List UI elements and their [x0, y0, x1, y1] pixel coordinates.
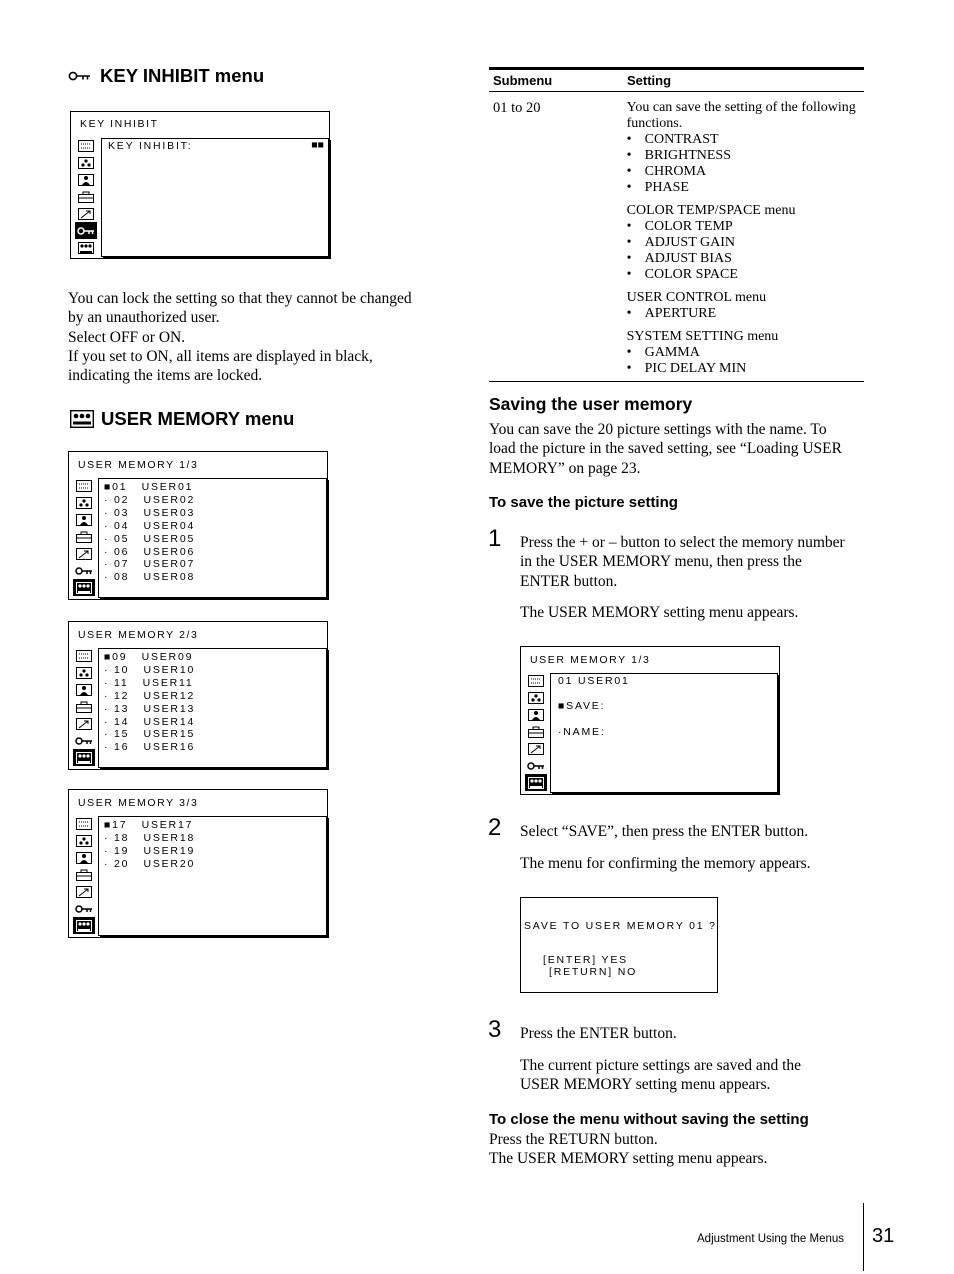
- memory-list-item[interactable]: · 02 USER02: [104, 493, 196, 506]
- page-number: 31: [872, 1225, 895, 1247]
- text-line: Press the + or – button to select the memory number: [520, 534, 845, 551]
- step2-result: The menu for confirming the memory appears.: [520, 855, 811, 872]
- memory-list-item[interactable]: · 14 USER14: [104, 715, 196, 728]
- text-line: The USER MEMORY setting menu appears.: [489, 1150, 768, 1168]
- submenu-cell: 01 to 20: [493, 100, 541, 116]
- text-line: in the USER MEMORY menu, then press the: [520, 553, 802, 571]
- memory-list-item[interactable]: · 10 USER10: [104, 663, 196, 676]
- setting-group: [627, 290, 864, 322]
- close-text: [489, 1130, 767, 1169]
- color-temp-icon[interactable]: [73, 832, 95, 849]
- menu-title: KEY INHIBIT: [80, 118, 159, 130]
- setting-cell: [627, 100, 864, 377]
- footer-section: Adjustment Using the Menus: [697, 1233, 845, 1245]
- key-inhibit-tab-icon[interactable]: [73, 562, 95, 579]
- memory-list-item[interactable]: · 06 USER06: [104, 545, 196, 558]
- memory-list-item[interactable]: · 11 USER11: [104, 676, 194, 689]
- key-inhibit-tab-icon[interactable]: [525, 757, 547, 774]
- step2-text: Select “SAVE”, then press the ENTER button.: [520, 823, 809, 840]
- key-inhibit-item[interactable]: KEY INHIBIT:: [108, 140, 193, 152]
- color-temp-icon[interactable]: [73, 664, 95, 681]
- saving-intro: [489, 420, 869, 478]
- menu-icon-rail: [73, 815, 95, 934]
- confirm-question: SAVE TO USER MEMORY 01 ?: [524, 920, 717, 932]
- key-inhibit-description: [68, 289, 448, 385]
- user-memory-icon: [70, 410, 94, 428]
- system-setting-icon[interactable]: [73, 528, 95, 545]
- color-temp-icon[interactable]: [75, 154, 97, 171]
- key-inhibit-tab-icon[interactable]: [75, 222, 97, 239]
- step1-text: [520, 533, 870, 591]
- text-line: indicating the items are locked.: [68, 367, 263, 385]
- menu-content: [98, 648, 327, 768]
- setting-item: • APERTURE: [627, 306, 864, 322]
- setting-group: [627, 132, 864, 196]
- setting-item: • CHROMA: [627, 164, 864, 180]
- user-control-icon[interactable]: [73, 849, 95, 866]
- text-line: ENTER button.: [520, 572, 618, 590]
- adjust-arrow-icon[interactable]: [525, 740, 547, 757]
- user-control-icon[interactable]: [73, 511, 95, 528]
- memory-list-item[interactable]: · 15 USER15: [104, 728, 196, 741]
- text-line: Press the RETURN button.: [489, 1131, 658, 1148]
- user-memory-tab-icon[interactable]: [73, 749, 95, 766]
- user-memory-tab-icon[interactable]: [75, 239, 97, 256]
- text-line: USER MEMORY setting menu appears.: [520, 1076, 771, 1094]
- picture-adjust-icon[interactable]: [73, 647, 95, 664]
- user-memory-tab-icon[interactable]: [73, 917, 95, 934]
- memory-list-item[interactable]: · 08 USER08: [104, 571, 196, 584]
- setting-item: • PHASE: [627, 180, 864, 196]
- step3-result: [520, 1056, 870, 1095]
- menu-icon-rail: [73, 477, 95, 596]
- memory-list-item[interactable]: · 20 USER20: [104, 857, 196, 870]
- adjust-arrow-icon[interactable]: [73, 883, 95, 900]
- key-inhibit-tab-icon[interactable]: [73, 732, 95, 749]
- close-subheading: To close the menu without saving the setting: [489, 1111, 809, 1128]
- confirm-yes[interactable]: [ENTER] YES: [543, 954, 628, 966]
- step-number: 1: [488, 525, 502, 552]
- text-line: Select OFF or ON.: [68, 328, 186, 346]
- user-memory-menu-2: [68, 621, 328, 770]
- step3-text: Press the ENTER button.: [520, 1025, 677, 1042]
- text-line: MEMORY” on page 23.: [489, 459, 641, 477]
- menu-icon-rail: [73, 647, 95, 766]
- picture-adjust-icon[interactable]: [525, 672, 547, 689]
- user-memory-tab-icon[interactable]: [525, 774, 547, 791]
- memory-list-item[interactable]: · 18 USER18: [104, 831, 196, 844]
- system-setting-icon[interactable]: [73, 698, 95, 715]
- system-setting-icon[interactable]: [525, 723, 547, 740]
- adjust-arrow-icon[interactable]: [73, 715, 95, 732]
- menu-title: USER MEMORY 1/3: [78, 459, 199, 471]
- text-line: You can lock the setting so that they cannot be changed: [68, 290, 412, 307]
- menu-icon-rail: [525, 672, 547, 791]
- memory-list-item[interactable]: · 04 USER04: [104, 519, 196, 532]
- confirm-dialog: [520, 897, 718, 993]
- footer-divider: [863, 1203, 864, 1271]
- color-temp-icon[interactable]: [73, 494, 95, 511]
- menu-content: [101, 138, 329, 257]
- memory-list-item[interactable]: · 16 USER16: [104, 741, 196, 754]
- memory-name-line: 01 USER01: [558, 675, 630, 687]
- picture-adjust-icon[interactable]: [73, 477, 95, 494]
- key-inhibit-heading: [68, 66, 264, 86]
- save-subheading: To save the picture setting: [489, 494, 678, 511]
- group-label: COLOR TEMP/SPACE menu: [626, 203, 796, 218]
- memory-list-item[interactable]: ■17 USER17: [104, 819, 194, 831]
- text-line: load the picture in the saved setting, see “Loading USER: [489, 440, 842, 458]
- key-inhibit-menu: [70, 111, 330, 259]
- saving-heading: Saving the user memory: [489, 394, 693, 414]
- group-label: USER CONTROL menu: [626, 290, 767, 305]
- user-memory-menu-3: [68, 789, 328, 938]
- text-line: If you set to ON, all items are displayed in black,: [68, 347, 373, 365]
- name-item[interactable]: ·NAME:: [558, 726, 606, 738]
- menu-icon-rail: [75, 137, 97, 256]
- setting-item: • BRIGHTNESS: [627, 148, 864, 164]
- setting-item: • CONTRAST: [627, 132, 864, 148]
- picture-adjust-icon[interactable]: [73, 815, 95, 832]
- adjust-arrow-icon[interactable]: [75, 205, 97, 222]
- step-number: 2: [488, 814, 502, 841]
- text-line: The current picture settings are saved and the: [520, 1057, 802, 1074]
- memory-list-item[interactable]: ■01 USER01: [104, 481, 194, 493]
- setting-item: • ADJUST BIAS: [627, 251, 864, 267]
- submenu-settings-table: [489, 67, 864, 382]
- key-inhibit-heading-text: KEY INHIBIT menu: [100, 65, 265, 86]
- setting-group: [627, 203, 864, 283]
- setting-item: • ADJUST GAIN: [627, 235, 864, 251]
- header-setting: Setting: [627, 73, 672, 88]
- user-memory-heading-text: USER MEMORY menu: [101, 408, 295, 429]
- user-memory-tab-icon[interactable]: [73, 579, 95, 596]
- user-control-icon[interactable]: [73, 681, 95, 698]
- color-temp-icon[interactable]: [525, 689, 547, 706]
- memory-list-item[interactable]: · 07 USER07: [104, 558, 196, 571]
- memory-list-item[interactable]: · 13 USER13: [104, 702, 196, 715]
- step1-result: The USER MEMORY setting menu appears.: [520, 604, 799, 621]
- key-icon: [68, 70, 92, 82]
- menu-title: USER MEMORY 2/3: [78, 629, 199, 641]
- memory-list-item[interactable]: · 05 USER05: [104, 532, 196, 545]
- menu-content: [98, 478, 327, 598]
- memory-list-item[interactable]: · 03 USER03: [104, 506, 196, 519]
- system-setting-icon[interactable]: [73, 866, 95, 883]
- setting-group: [627, 329, 864, 377]
- user-control-icon[interactable]: [75, 171, 97, 188]
- system-setting-icon[interactable]: [75, 188, 97, 205]
- setting-groups: [627, 132, 864, 377]
- key-inhibit-value[interactable]: ■■: [311, 139, 324, 151]
- user-memory-menu-1: [68, 451, 328, 600]
- menu-content: [550, 673, 778, 793]
- confirm-no[interactable]: [RETURN] NO: [549, 966, 638, 978]
- setting-item: • GAMMA: [627, 345, 864, 361]
- text-line: by an unauthorized user.: [68, 309, 220, 327]
- user-memory-heading: [70, 408, 294, 430]
- picture-adjust-icon[interactable]: [75, 137, 97, 154]
- menu-title: USER MEMORY 1/3: [530, 654, 651, 666]
- user-memory-save-menu: [520, 646, 780, 795]
- menu-content: [98, 816, 327, 936]
- text-line: You can save the 20 picture settings with the name. To: [489, 421, 827, 438]
- key-inhibit-tab-icon[interactable]: [73, 900, 95, 917]
- save-item[interactable]: ■SAVE:: [558, 700, 606, 712]
- menu-title: USER MEMORY 3/3: [78, 797, 199, 809]
- setting-item: • COLOR SPACE: [627, 267, 864, 283]
- adjust-arrow-icon[interactable]: [73, 545, 95, 562]
- setting-item: • PIC DELAY MIN: [627, 361, 864, 377]
- memory-list-item[interactable]: · 19 USER19: [104, 844, 196, 857]
- step-number: 3: [488, 1016, 502, 1043]
- table-header: [489, 70, 864, 92]
- user-control-icon[interactable]: [525, 706, 547, 723]
- table-row: [489, 92, 864, 382]
- memory-list-item[interactable]: ■09 USER09: [104, 651, 194, 663]
- setting-intro: You can save the setting of the following functions.: [626, 100, 856, 131]
- memory-list-item[interactable]: · 12 USER12: [104, 689, 196, 702]
- header-submenu: Submenu: [493, 73, 553, 88]
- group-label: SYSTEM SETTING menu: [626, 329, 779, 344]
- setting-item: • COLOR TEMP: [627, 219, 864, 235]
